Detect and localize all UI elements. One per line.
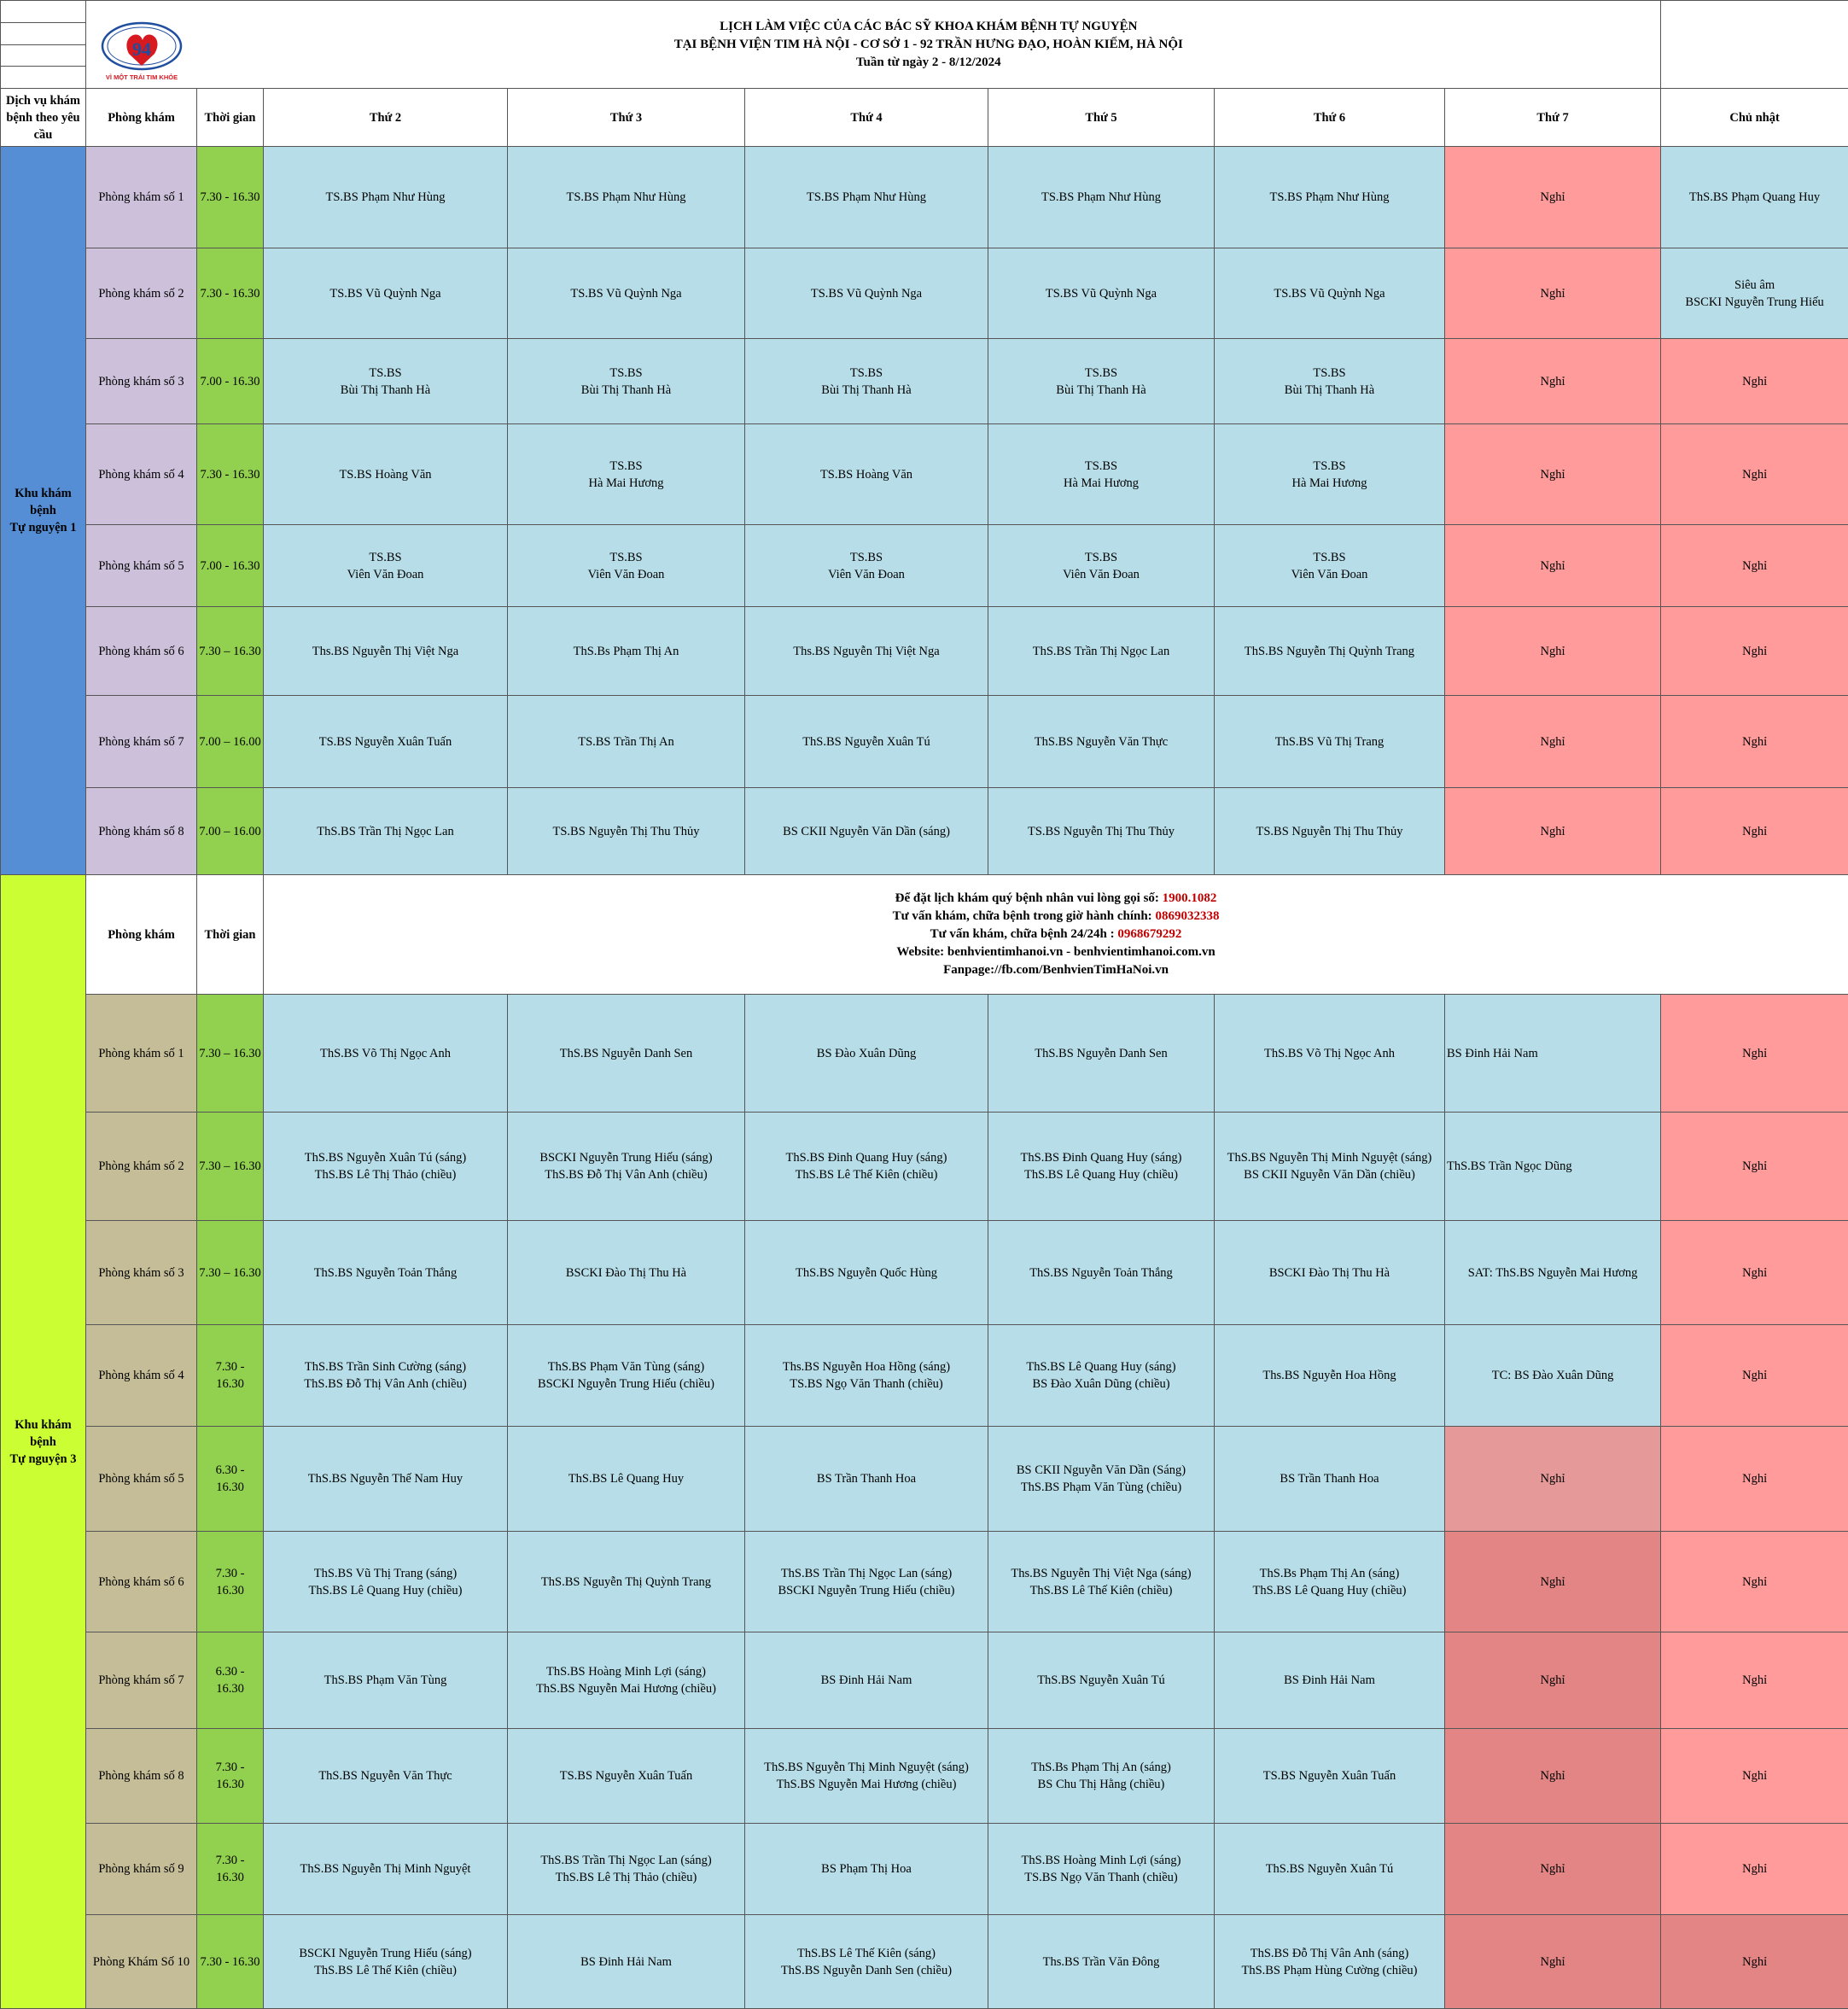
schedule-cell-saturday: Nghỉ bbox=[1445, 339, 1661, 424]
allday-consult-phone[interactable]: 0968679292 bbox=[1117, 927, 1181, 941]
schedule-cell-tuesday: TS.BS Nguyễn Xuân Tuấn bbox=[508, 1729, 745, 1824]
schedule-cell-friday: ThS.BS Đỗ Thị Vân Anh (sáng) ThS.BS Phạm Hùng Cường (chiều) bbox=[1215, 1915, 1445, 2009]
blank-cell bbox=[1, 44, 86, 67]
schedule-cell-wednesday: TS.BS Bùi Thị Thanh Hà bbox=[745, 339, 988, 424]
col-header-service: Dịch vụ khám bệnh theo yêu cầu bbox=[1, 89, 86, 147]
schedule-cell-tuesday: ThS.BS Lê Quang Huy bbox=[508, 1427, 745, 1532]
room-name: Phòng khám số 8 bbox=[86, 788, 197, 875]
schedule-cell-saturday: TC: BS Đào Xuân Dũng bbox=[1445, 1325, 1661, 1427]
zone1-row bbox=[1, 607, 1848, 696]
schedule-cell-thursday: TS.BS Hà Mai Hương bbox=[988, 424, 1215, 525]
room-name: Phòng khám số 3 bbox=[86, 1221, 197, 1325]
col-header-sunday: Chủ nhật bbox=[1661, 89, 1848, 147]
schedule-cell-saturday: Nghỉ bbox=[1445, 1729, 1661, 1824]
schedule-cell-tuesday: TS.BS Viên Văn Đoan bbox=[508, 525, 745, 607]
schedule-cell-tuesday: TS.BS Phạm Như Hùng bbox=[508, 147, 745, 248]
col-header-wednesday: Thứ 4 bbox=[745, 89, 988, 147]
schedule-cell-tuesday: BS Đinh Hải Nam bbox=[508, 1915, 745, 2009]
room-name: Phòng khám số 4 bbox=[86, 1325, 197, 1427]
schedule-cell-thursday: BS CKII Nguyễn Văn Dần (Sáng) ThS.BS Phạm Văn Tùng (chiều) bbox=[988, 1427, 1215, 1532]
schedule-cell-sunday: Nghỉ bbox=[1661, 339, 1848, 424]
room-name: Phòng khám số 2 bbox=[86, 1113, 197, 1221]
schedule-cell-sunday: Nghỉ bbox=[1661, 525, 1848, 607]
schedule-cell-thursday: ThS.BS Hoàng Minh Lợi (sáng) TS.BS Ngọ Văn Thanh (chiều) bbox=[988, 1824, 1215, 1915]
time-range: 7.00 - 16.30 bbox=[197, 339, 264, 424]
schedule-cell-friday: TS.BS Nguyễn Thị Thu Thủy bbox=[1215, 788, 1445, 875]
room-name: Phòng khám số 6 bbox=[86, 1532, 197, 1632]
schedule-cell-thursday: TS.BS Vũ Quỳnh Nga bbox=[988, 248, 1215, 339]
schedule-cell-monday: ThS.BS Nguyễn Toản Thắng bbox=[264, 1221, 508, 1325]
schedule-cell-tuesday: TS.BS Trần Thị An bbox=[508, 696, 745, 788]
schedule-cell-monday: ThS.BS Nguyễn Thế Nam Huy bbox=[264, 1427, 508, 1532]
schedule-cell-wednesday: ThS.BS Nguyễn Xuân Tú bbox=[745, 696, 988, 788]
fanpage-line[interactable]: Fanpage://fb.com/BenhvienTimHaNoi.vn bbox=[265, 961, 1846, 979]
room-name: Phòng khám số 7 bbox=[86, 696, 197, 788]
zone1-row bbox=[1, 424, 1848, 525]
schedule-cell-monday: ThS.BS Nguyễn Văn Thực bbox=[264, 1729, 508, 1824]
schedule-cell-saturday: Nghỉ bbox=[1445, 1915, 1661, 2009]
time-range: 7.30 - 16.30 bbox=[197, 1915, 264, 2009]
schedule-cell-thursday: ThS.BS Nguyễn Xuân Tú bbox=[988, 1632, 1215, 1729]
svg-text:VÌ MỘT TRÁI TIM KHỎE: VÌ MỘT TRÁI TIM KHỎE bbox=[106, 73, 178, 81]
schedule-cell-thursday: ThS.BS Đinh Quang Huy (sáng) ThS.BS Lê Quang Huy (chiều) bbox=[988, 1113, 1215, 1221]
zone-label-tu-nguyen-1: Khu khám bệnh Tự nguyện 1 bbox=[1, 147, 86, 875]
schedule-cell-sunday: Nghỉ bbox=[1661, 1325, 1848, 1427]
schedule-cell-thursday: Ths.BS Trần Văn Đông bbox=[988, 1915, 1215, 2009]
blank-cell bbox=[1, 67, 86, 89]
schedule-cell-sunday: Nghỉ bbox=[1661, 696, 1848, 788]
room-name: Phòng Khám Số 10 bbox=[86, 1915, 197, 2009]
schedule-cell-friday: TS.BS Hà Mai Hương bbox=[1215, 424, 1445, 525]
schedule-cell-thursday: ThS.BS Lê Quang Huy (sáng) BS Đào Xuân Dũng (chiều) bbox=[988, 1325, 1215, 1427]
hospital-logo-icon bbox=[95, 18, 189, 83]
col-header-friday: Thứ 6 bbox=[1215, 89, 1445, 147]
schedule-cell-thursday: TS.BS Nguyễn Thị Thu Thủy bbox=[988, 788, 1215, 875]
schedule-cell-monday: ThS.BS Trần Thị Ngọc Lan bbox=[264, 788, 508, 875]
schedule-cell-sunday: Nghỉ bbox=[1661, 1221, 1848, 1325]
schedule-cell-monday: TS.BS Vũ Quỳnh Nga bbox=[264, 248, 508, 339]
schedule-cell-thursday: ThS.BS Nguyễn Toản Thắng bbox=[988, 1221, 1215, 1325]
col-header-room: Phòng khám bbox=[86, 89, 197, 147]
schedule-cell-saturday: Nghỉ bbox=[1445, 788, 1661, 875]
title-line-3: Tuần từ ngày 2 - 8/12/2024 bbox=[199, 54, 1659, 72]
schedule-cell-monday: ThS.BS Nguyễn Thị Minh Nguyệt bbox=[264, 1824, 508, 1915]
time-range: 7.30 - 16.30 bbox=[197, 1325, 264, 1427]
schedule-cell-friday: ThS.BS Nguyễn Thị Quỳnh Trang bbox=[1215, 607, 1445, 696]
office-consult-label: Tư vấn khám, chữa bệnh trong giờ hành chính: bbox=[893, 909, 1156, 923]
schedule-cell-tuesday: ThS.BS Phạm Văn Tùng (sáng) BSCKI Nguyễn Trung Hiếu (chiều) bbox=[508, 1325, 745, 1427]
schedule-cell-saturday: Nghỉ bbox=[1445, 1532, 1661, 1632]
room-name: Phòng khám số 1 bbox=[86, 147, 197, 248]
zone1-row bbox=[1, 788, 1848, 875]
schedule-cell-friday: TS.BS Nguyễn Xuân Tuấn bbox=[1215, 1729, 1445, 1824]
schedule-cell-monday: ThS.BS Phạm Văn Tùng bbox=[264, 1632, 508, 1729]
schedule-cell-tuesday: ThS.BS Nguyễn Thị Quỳnh Trang bbox=[508, 1532, 745, 1632]
time-range: 7.30 – 16.30 bbox=[197, 1113, 264, 1221]
schedule-cell-wednesday: TS.BS Viên Văn Đoan bbox=[745, 525, 988, 607]
col-header-tuesday: Thứ 3 bbox=[508, 89, 745, 147]
schedule-cell-monday: TS.BS Viên Văn Đoan bbox=[264, 525, 508, 607]
schedule-cell-saturday: ThS.BS Trần Ngọc Dũng bbox=[1445, 1113, 1661, 1221]
blank-cell bbox=[1, 22, 86, 44]
title-line-2: TẠI BỆNH VIỆN TIM HÀ NỘI - CƠ SỞ 1 - 92 TRẦN HƯNG ĐẠO, HOÀN KIẾM, HÀ NỘI bbox=[199, 36, 1659, 54]
schedule-cell-tuesday: BSCKI Đào Thị Thu Hà bbox=[508, 1221, 745, 1325]
schedule-cell-friday: ThS.BS Vũ Thị Trang bbox=[1215, 696, 1445, 788]
booking-line bbox=[265, 890, 1846, 908]
schedule-cell-wednesday: TS.BS Vũ Quỳnh Nga bbox=[745, 248, 988, 339]
col-header-time: Thời gian bbox=[197, 89, 264, 147]
office-consult-line bbox=[265, 908, 1846, 926]
allday-consult-label: Tư vấn khám, chữa bệnh 24/24h : bbox=[930, 927, 1118, 941]
zone2-row bbox=[1, 1915, 1848, 2009]
zone2-row bbox=[1, 1729, 1848, 1824]
time-range: 7.00 – 16.00 bbox=[197, 696, 264, 788]
schedule-cell-wednesday: TS.BS Phạm Như Hùng bbox=[745, 147, 988, 248]
schedule-cell-wednesday: ThS.BS Lê Thế Kiên (sáng) ThS.BS Nguyễn Danh Sen (chiều) bbox=[745, 1915, 988, 2009]
room-name: Phòng khám số 2 bbox=[86, 248, 197, 339]
schedule-cell-monday: ThS.BS Nguyễn Xuân Tú (sáng) ThS.BS Lê Thị Thảo (chiều) bbox=[264, 1113, 508, 1221]
schedule-cell-wednesday: BS Đinh Hải Nam bbox=[745, 1632, 988, 1729]
schedule-cell-monday: ThS.BS Vũ Thị Trang (sáng) ThS.BS Lê Quang Huy (chiều) bbox=[264, 1532, 508, 1632]
schedule-cell-saturday: BS Đinh Hải Nam bbox=[1445, 995, 1661, 1113]
schedule-cell-monday: Ths.BS Nguyễn Thị Việt Nga bbox=[264, 607, 508, 696]
schedule-cell-sunday: Nghỉ bbox=[1661, 1113, 1848, 1221]
room-name: Phòng khám số 1 bbox=[86, 995, 197, 1113]
schedule-cell-tuesday: TS.BS Nguyễn Thị Thu Thủy bbox=[508, 788, 745, 875]
schedule-cell-sunday: Nghỉ bbox=[1661, 1824, 1848, 1915]
time-range: 6.30 - 16.30 bbox=[197, 1632, 264, 1729]
schedule-cell-saturday: Nghỉ bbox=[1445, 1427, 1661, 1532]
schedule-cell-thursday: ThS.BS Nguyễn Văn Thực bbox=[988, 696, 1215, 788]
booking-info bbox=[264, 875, 1848, 995]
hospital-logo bbox=[86, 1, 197, 89]
zone2-row bbox=[1, 1221, 1848, 1325]
schedule-cell-wednesday: ThS.BS Nguyễn Thị Minh Nguyệt (sáng) ThS.BS Nguyễn Mai Hương (chiều) bbox=[745, 1729, 988, 1824]
title-right-cell bbox=[1661, 1, 1848, 89]
room-name: Phòng khám số 5 bbox=[86, 525, 197, 607]
time-range: 7.30 - 16.30 bbox=[197, 1824, 264, 1915]
zone1-row bbox=[1, 525, 1848, 607]
schedule-cell-saturday: Nghỉ bbox=[1445, 424, 1661, 525]
zone2-row bbox=[1, 1824, 1848, 1915]
schedule-cell-sunday: ThS.BS Phạm Quang Huy bbox=[1661, 147, 1848, 248]
schedule-cell-saturday: Nghỉ bbox=[1445, 607, 1661, 696]
schedule-cell-friday: ThS.BS Võ Thị Ngọc Anh bbox=[1215, 995, 1445, 1113]
schedule-title bbox=[197, 1, 1661, 89]
schedule-cell-saturday: Nghỉ bbox=[1445, 525, 1661, 607]
col-header-monday: Thứ 2 bbox=[264, 89, 508, 147]
schedule-cell-monday: ThS.BS Võ Thị Ngọc Anh bbox=[264, 995, 508, 1113]
room-name: Phòng khám số 3 bbox=[86, 339, 197, 424]
zone2-row bbox=[1, 1113, 1848, 1221]
schedule-cell-saturday: Nghỉ bbox=[1445, 1632, 1661, 1729]
schedule-cell-friday: BS Trần Thanh Hoa bbox=[1215, 1427, 1445, 1532]
schedule-cell-monday: BSCKI Nguyễn Trung Hiếu (sáng) ThS.BS Lê Thế Kiên (chiều) bbox=[264, 1915, 508, 2009]
time-range: 7.30 - 16.30 bbox=[197, 1532, 264, 1632]
schedule-cell-thursday: Ths.BS Nguyễn Thị Việt Nga (sáng) ThS.BS Lê Thế Kiên (chiều) bbox=[988, 1532, 1215, 1632]
schedule-cell-thursday: TS.BS Viên Văn Đoan bbox=[988, 525, 1215, 607]
schedule-cell-saturday: Nghỉ bbox=[1445, 1824, 1661, 1915]
schedule-cell-thursday: ThS.Bs Phạm Thị An (sáng) BS Chu Thị Hằng (chiều) bbox=[988, 1729, 1215, 1824]
col-header-time: Thời gian bbox=[197, 875, 264, 995]
room-name: Phòng khám số 6 bbox=[86, 607, 197, 696]
room-name: Phòng khám số 4 bbox=[86, 424, 197, 525]
schedule-cell-wednesday: BS CKII Nguyễn Văn Dần (sáng) bbox=[745, 788, 988, 875]
room-name: Phòng khám số 8 bbox=[86, 1729, 197, 1824]
schedule-cell-friday: TS.BS Phạm Như Hùng bbox=[1215, 147, 1445, 248]
office-consult-phone[interactable]: 0869032338 bbox=[1155, 909, 1219, 923]
schedule-cell-sunday: Nghỉ bbox=[1661, 1632, 1848, 1729]
schedule-cell-thursday: TS.BS Bùi Thị Thanh Hà bbox=[988, 339, 1215, 424]
schedule-cell-friday: ThS.BS Nguyễn Xuân Tú bbox=[1215, 1824, 1445, 1915]
schedule-cell-sunday: Nghỉ bbox=[1661, 424, 1848, 525]
schedule-cell-tuesday: BSCKI Nguyễn Trung Hiếu (sáng) ThS.BS Đỗ Thị Vân Anh (chiều) bbox=[508, 1113, 745, 1221]
schedule-cell-friday: BSCKI Đào Thị Thu Hà bbox=[1215, 1221, 1445, 1325]
col-header-thursday: Thứ 5 bbox=[988, 89, 1215, 147]
time-range: 7.30 – 16.30 bbox=[197, 995, 264, 1113]
schedule-cell-wednesday: Ths.BS Nguyễn Thị Việt Nga bbox=[745, 607, 988, 696]
schedule-cell-wednesday: Ths.BS Nguyễn Hoa Hồng (sáng) TS.BS Ngọ Văn Thanh (chiều) bbox=[745, 1325, 988, 1427]
schedule-cell-sunday: Nghỉ bbox=[1661, 1532, 1848, 1632]
schedule-cell-sunday: Nghỉ bbox=[1661, 1915, 1848, 2009]
schedule-cell-monday: TS.BS Phạm Như Hùng bbox=[264, 147, 508, 248]
schedule-cell-thursday: ThS.BS Trần Thị Ngọc Lan bbox=[988, 607, 1215, 696]
booking-label: Để đặt lịch khám quý bệnh nhân vui lòng gọi số: bbox=[895, 891, 1163, 905]
schedule-cell-wednesday: BS Phạm Thị Hoa bbox=[745, 1824, 988, 1915]
zone1-row bbox=[1, 339, 1848, 424]
schedule-cell-friday: ThS.Bs Phạm Thị An (sáng) ThS.BS Lê Quang Huy (chiều) bbox=[1215, 1532, 1445, 1632]
time-range: 7.30 – 16.30 bbox=[197, 607, 264, 696]
schedule-cell-thursday: ThS.BS Nguyễn Danh Sen bbox=[988, 995, 1215, 1113]
schedule-cell-friday: TS.BS Bùi Thị Thanh Hà bbox=[1215, 339, 1445, 424]
zone2-row bbox=[1, 1532, 1848, 1632]
time-range: 7.30 - 16.30 bbox=[197, 1729, 264, 1824]
schedule-cell-wednesday: BS Trần Thanh Hoa bbox=[745, 1427, 988, 1532]
schedule-cell-monday: TS.BS Nguyễn Xuân Tuấn bbox=[264, 696, 508, 788]
schedule-cell-saturday: Nghỉ bbox=[1445, 147, 1661, 248]
schedule-cell-friday: ThS.BS Nguyễn Thị Minh Nguyệt (sáng) BS CKII Nguyễn Văn Dần (chiều) bbox=[1215, 1113, 1445, 1221]
time-range: 6.30 - 16.30 bbox=[197, 1427, 264, 1532]
room-name: Phòng khám số 5 bbox=[86, 1427, 197, 1532]
schedule-cell-wednesday: ThS.BS Đinh Quang Huy (sáng) ThS.BS Lê Thế Kiên (chiều) bbox=[745, 1113, 988, 1221]
zone2-row bbox=[1, 995, 1848, 1113]
zone2-row bbox=[1, 1325, 1848, 1427]
schedule-cell-wednesday: ThS.BS Trần Thị Ngọc Lan (sáng) BSCKI Nguyễn Trung Hiếu (chiều) bbox=[745, 1532, 988, 1632]
col-header-saturday: Thứ 7 bbox=[1445, 89, 1661, 147]
time-range: 7.30 - 16.30 bbox=[197, 424, 264, 525]
schedule-cell-friday: TS.BS Viên Văn Đoan bbox=[1215, 525, 1445, 607]
schedule-cell-monday: TS.BS Bùi Thị Thanh Hà bbox=[264, 339, 508, 424]
booking-phone[interactable]: 1900.1082 bbox=[1163, 891, 1217, 905]
room-name: Phòng khám số 9 bbox=[86, 1824, 197, 1915]
title-line-1: LỊCH LÀM VIỆC CỦA CÁC BÁC SỸ KHOA KHÁM BỆNH TỰ NGUYỆN bbox=[199, 18, 1659, 36]
time-range: 7.30 - 16.30 bbox=[197, 248, 264, 339]
schedule-cell-wednesday: TS.BS Hoàng Văn bbox=[745, 424, 988, 525]
schedule-cell-thursday: TS.BS Phạm Như Hùng bbox=[988, 147, 1215, 248]
zone2-row bbox=[1, 1632, 1848, 1729]
schedule-cell-sunday: Nghỉ bbox=[1661, 607, 1848, 696]
zone-label-tu-nguyen-3: Khu khám bệnh Tự nguyện 3 bbox=[1, 875, 86, 2009]
schedule-cell-tuesday: ThS.Bs Phạm Thị An bbox=[508, 607, 745, 696]
schedule-cell-monday: TS.BS Hoàng Văn bbox=[264, 424, 508, 525]
time-range: 7.30 - 16.30 bbox=[197, 147, 264, 248]
time-range: 7.30 – 16.30 bbox=[197, 1221, 264, 1325]
zone1-row bbox=[1, 248, 1848, 339]
svg-text:94: 94 bbox=[132, 38, 151, 60]
schedule-cell-wednesday: BS Đào Xuân Dũng bbox=[745, 995, 988, 1113]
schedule-cell-friday: TS.BS Vũ Quỳnh Nga bbox=[1215, 248, 1445, 339]
schedule-cell-tuesday: TS.BS Hà Mai Hương bbox=[508, 424, 745, 525]
schedule-cell-wednesday: ThS.BS Nguyễn Quốc Hùng bbox=[745, 1221, 988, 1325]
schedule-cell-sunday: Siêu âm BSCKI Nguyễn Trung Hiếu bbox=[1661, 248, 1848, 339]
schedule-cell-saturday: Nghỉ bbox=[1445, 696, 1661, 788]
zone1-row bbox=[1, 147, 1848, 248]
time-range: 7.00 – 16.00 bbox=[197, 788, 264, 875]
schedule-cell-tuesday: ThS.BS Hoàng Minh Lợi (sáng) ThS.BS Nguyễn Mai Hương (chiều) bbox=[508, 1632, 745, 1729]
time-range: 7.00 - 16.30 bbox=[197, 525, 264, 607]
corner-cell bbox=[1, 1, 86, 23]
website-line[interactable]: Website: benhvientimhanoi.vn - benhvientimhanoi.com.vn bbox=[265, 943, 1846, 961]
schedule-cell-tuesday: ThS.BS Trần Thị Ngọc Lan (sáng) ThS.BS Lê Thị Thảo (chiều) bbox=[508, 1824, 745, 1915]
schedule-cell-monday: ThS.BS Trần Sinh Cường (sáng) ThS.BS Đỗ Thị Vân Anh (chiều) bbox=[264, 1325, 508, 1427]
schedule-cell-saturday: SAT: ThS.BS Nguyễn Mai Hương bbox=[1445, 1221, 1661, 1325]
zone2-row bbox=[1, 1427, 1848, 1532]
schedule-cell-sunday: Nghỉ bbox=[1661, 995, 1848, 1113]
schedule-cell-saturday: Nghỉ bbox=[1445, 248, 1661, 339]
schedule-cell-sunday: Nghỉ bbox=[1661, 1427, 1848, 1532]
schedule-cell-sunday: Nghỉ bbox=[1661, 788, 1848, 875]
schedule-cell-friday: BS Đinh Hải Nam bbox=[1215, 1632, 1445, 1729]
schedule-cell-tuesday: TS.BS Vũ Quỳnh Nga bbox=[508, 248, 745, 339]
col-header-room: Phòng khám bbox=[86, 875, 197, 995]
allday-consult-line bbox=[265, 926, 1846, 943]
room-name: Phòng khám số 7 bbox=[86, 1632, 197, 1729]
schedule-cell-tuesday: TS.BS Bùi Thị Thanh Hà bbox=[508, 339, 745, 424]
schedule-cell-tuesday: ThS.BS Nguyễn Danh Sen bbox=[508, 995, 745, 1113]
schedule-cell-friday: Ths.BS Nguyễn Hoa Hồng bbox=[1215, 1325, 1445, 1427]
schedule-cell-sunday: Nghỉ bbox=[1661, 1729, 1848, 1824]
zone1-row bbox=[1, 696, 1848, 788]
